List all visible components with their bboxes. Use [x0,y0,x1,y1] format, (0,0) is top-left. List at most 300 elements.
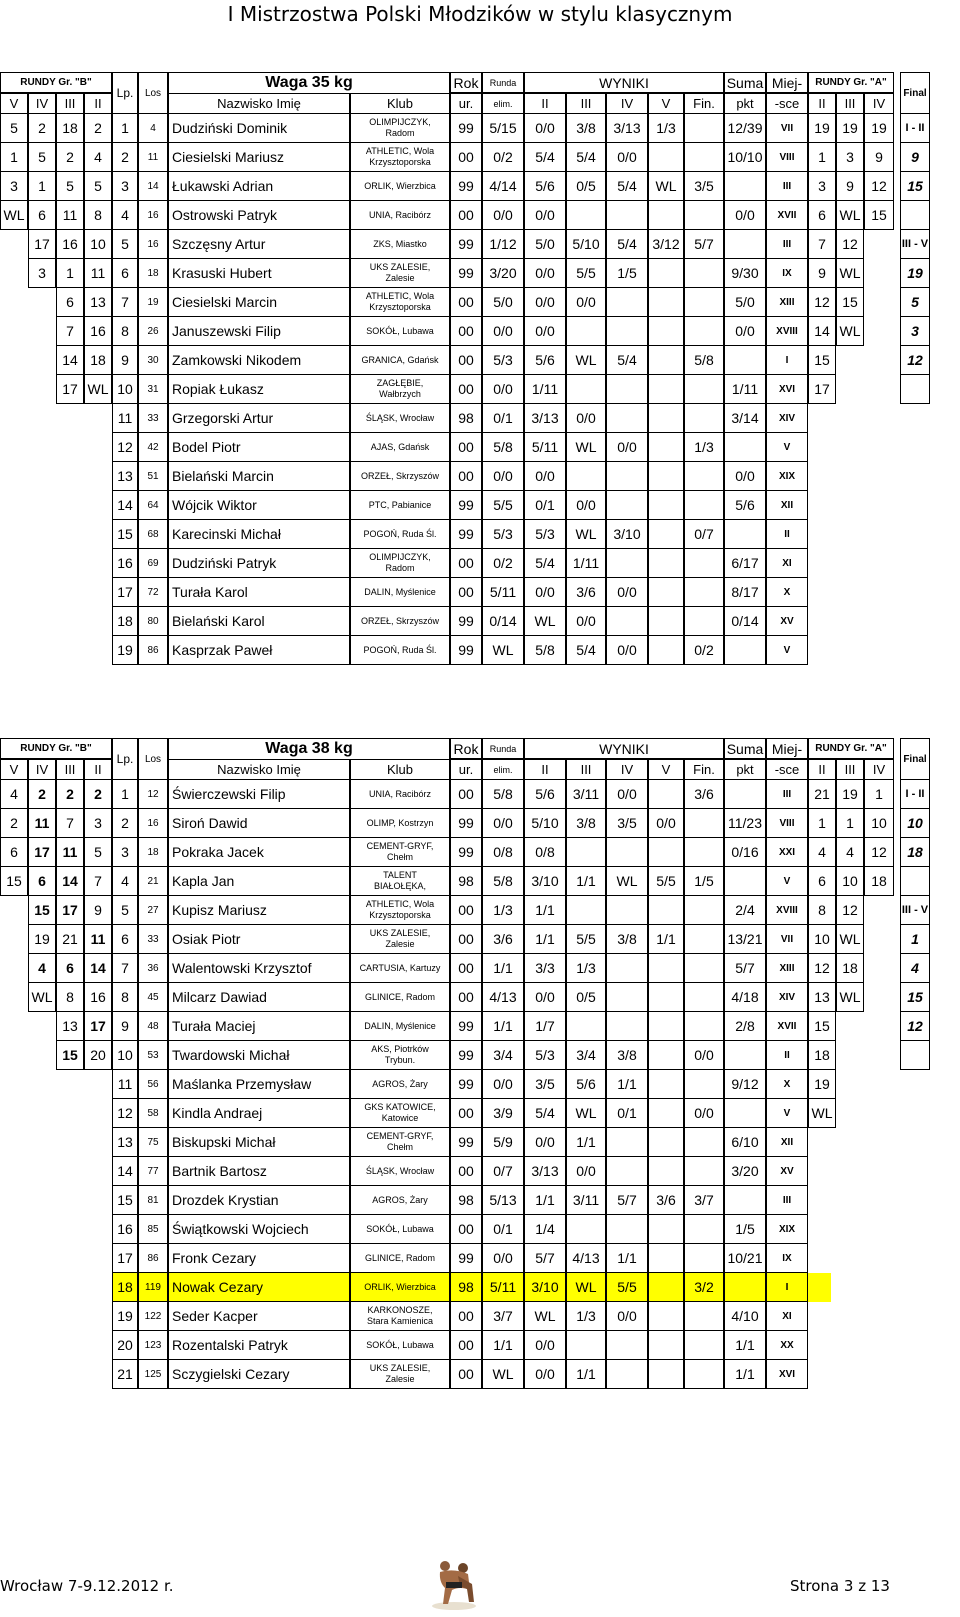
round-iv-cell: 0/0 [606,433,648,462]
round-iii-cell: WL [566,1273,606,1302]
final-round-cell: 5/8 [684,346,724,375]
round-ii-cell: 0/0 [524,288,566,317]
round-ii-cell: 0/0 [524,983,566,1012]
birth-year-cell: 99 [450,1128,482,1157]
birth-year-cell: 99 [450,607,482,636]
round-ii-cell: 5/4 [524,143,566,172]
round-iv-cell [606,1215,648,1244]
rundy-a-cell: 13 [808,983,836,1012]
elim-cell: 5/11 [482,578,524,607]
round-iii-cell: 0/0 [566,288,606,317]
elim-cell: 5/8 [482,867,524,896]
round-iv-cell [606,404,648,433]
birth-year-cell: 00 [450,954,482,983]
rundy-a-header: RUNDY Gr. "A" [808,72,894,93]
athlete-name: Szczęsny Artur [168,230,350,259]
elim-cell: 1/3 [482,896,524,925]
rundy-a-cell: 9 [808,259,836,288]
round-ii-cell: 5/7 [524,1244,566,1273]
round-iv-cell: 1/1 [606,1070,648,1099]
round-iii-cell [566,838,606,867]
round-iv-cell [606,375,648,404]
club-line: ATHLETIC, Wola [365,146,435,156]
final-cell: 18 [900,838,930,867]
round-iii-cell: 3/11 [566,1186,606,1215]
table-row [0,1273,930,1302]
birth-year-cell: 99 [450,809,482,838]
athlete-name: Pokraka Jacek [168,838,350,867]
rundy-a-cell: 15 [836,288,864,317]
table-row [0,288,930,317]
club-line: UKS ZALESIE, [369,928,431,938]
sum-cell: 1/11 [724,375,766,404]
rundy-b-cell: 8 [84,201,112,230]
table-row [0,317,930,346]
athlete-name: Krasuski Hubert [168,259,350,288]
sum-cell [724,636,766,665]
round-v-cell [648,1331,684,1360]
los-cell: 30 [138,346,168,375]
round-iv-cell [606,288,648,317]
lp-cell: 8 [112,983,138,1012]
round-iii-cell [566,201,606,230]
round-v-cell [648,549,684,578]
rundy-b-cell: 16 [56,230,84,259]
athlete-club [350,1331,450,1360]
lp-cell: 12 [112,1099,138,1128]
final-round-cell [684,896,724,925]
rundy-b-cell: 21 [56,925,84,954]
los-header: Los [138,72,168,114]
rundy-b-cell: WL [0,201,28,230]
final-cell [900,1041,930,1070]
place-cell: II [766,520,808,549]
los-cell: 33 [138,925,168,954]
table-row [0,1302,930,1331]
round-ii-cell: 0/0 [524,1360,566,1389]
athlete-name: Seder Kacper [168,1302,350,1331]
los-cell: 18 [138,259,168,288]
club-line: ŚLĄSK, Wrocław [365,412,435,423]
rundy-b-cell: 5 [0,114,28,143]
round-v-cell [648,346,684,375]
round-v-cell [648,1157,684,1186]
place-sub-header: -sce [766,93,808,114]
club-line: Chełm [386,1142,413,1152]
rundy-a-cell: 9 [864,143,894,172]
rundy-b-cell: 7 [84,867,112,896]
round-ii-cell: 0/0 [524,578,566,607]
table-row [0,462,930,491]
sum-cell: 3/20 [724,1157,766,1186]
place-cell: V [766,433,808,462]
los-cell: 36 [138,954,168,983]
rundy-a-cell: 12 [836,230,864,259]
rundy-b-cell: 7 [56,809,84,838]
birth-year-cell: 99 [450,230,482,259]
rundy-a-cell: 18 [808,1041,836,1070]
athlete-club [350,1302,450,1331]
sum-cell: 0/16 [724,838,766,867]
sum-cell [724,1099,766,1128]
round-v-cell: 1/3 [648,114,684,143]
elim-cell: 0/0 [482,317,524,346]
final-round-cell [684,1302,724,1331]
round-iii-cell: 1/1 [566,1360,606,1389]
rundy-b-cell: 11 [84,925,112,954]
birth-year-cell: 99 [450,838,482,867]
athlete-club [350,954,450,983]
rundy-a-cell: 6 [808,867,836,896]
lp-cell: 13 [112,1128,138,1157]
weight-class-title: Waga 38 kg [168,738,450,759]
place-cell: XVII [766,1012,808,1041]
rundy-a-iii-header: III [836,93,864,114]
table-row [0,491,930,520]
birth-year-cell: 00 [450,143,482,172]
round-v-cell [648,1273,684,1302]
club-line: BIAŁOŁĘKA, [373,881,427,891]
rundy-a-cell: WL [836,983,864,1012]
round-v-cell [648,462,684,491]
rundy-b-cell: 15 [28,896,56,925]
table-header [0,738,930,780]
sum-cell: 0/0 [724,462,766,491]
rundy-a-ii-header: II [808,759,836,780]
final-round-cell [684,1360,724,1389]
birth-year-cell: 00 [450,925,482,954]
place-cell: XVI [766,1360,808,1389]
birth-year-cell: 00 [450,201,482,230]
sum-cell: 3/14 [724,404,766,433]
athlete-name: Dudziński Patryk [168,549,350,578]
elim-cell: WL [482,1360,524,1389]
los-cell: 48 [138,1012,168,1041]
rundy-a-cell: WL [836,201,864,230]
club-line: UNIA, Racibórz [368,209,431,220]
athlete-club [350,1041,450,1070]
rundy-a-cell: 21 [808,780,836,809]
rundy-b-cell: 4 [28,954,56,983]
round-iv-cell: WL [606,867,648,896]
rundy-b-cell: 18 [84,346,112,375]
table-row [0,172,930,201]
rundy-b-cell: 11 [28,809,56,838]
rundy-a-cell: 17 [808,375,836,404]
lp-cell: 16 [112,1215,138,1244]
los-cell: 81 [138,1186,168,1215]
birth-year-cell: 00 [450,1157,482,1186]
athlete-name: Sczygielski Cezary [168,1360,350,1389]
final-header: Final [900,72,930,114]
sum-cell: 8/17 [724,578,766,607]
lp-cell: 18 [112,607,138,636]
los-cell: 80 [138,607,168,636]
club-line: CEMENT-GRYF, [366,1131,434,1141]
round-v-cell: 5/5 [648,867,684,896]
rundy-a-cell: WL [808,1099,836,1128]
athlete-name: Kindla Andraej [168,1099,350,1128]
club-line: ZAGŁĘBIE, [376,378,424,388]
place-cell: IX [766,259,808,288]
club-line: Krzysztoporska [369,910,431,920]
table-row [0,838,930,867]
table-row [0,259,930,288]
rundy-a-cell: 15 [808,1012,836,1041]
place-header: Miej- [766,738,808,759]
final-cell: 15 [900,172,930,201]
final-cell: 10 [900,809,930,838]
round-header: Runda [482,72,524,93]
round-iii-cell: 3/4 [566,1041,606,1070]
results-v-header: V [648,93,684,114]
athlete-name: Turała Maciej [168,1012,350,1041]
sum-cell: 6/17 [724,549,766,578]
rundy-a-iii-header: III [836,759,864,780]
table-row [0,954,930,983]
elim-cell: 0/7 [482,1157,524,1186]
round-ii-cell: 5/6 [524,172,566,201]
rundy-b-ii-header: II [84,759,112,780]
place-cell: XIX [766,1215,808,1244]
round-iii-cell: 0/0 [566,404,606,433]
club-header: Klub [350,93,450,114]
rundy-b-cell: 14 [84,954,112,983]
round-iii-cell: 3/8 [566,114,606,143]
athlete-name: Łukawski Adrian [168,172,350,201]
round-iv-cell [606,462,648,491]
athlete-club [350,780,450,809]
sum-cell: 5/6 [724,491,766,520]
rundy-b-cell: 5 [56,172,84,201]
elim-cell: 5/15 [482,114,524,143]
athlete-name: Bielański Marcin [168,462,350,491]
athlete-club [350,607,450,636]
round-iii-cell: WL [566,433,606,462]
name-header: Nazwisko Imię [168,759,350,780]
round-v-cell [648,780,684,809]
rundy-b-cell: 17 [56,375,84,404]
lp-header: Lp. [112,72,138,114]
athlete-club [350,462,450,491]
los-cell: 77 [138,1157,168,1186]
elim-cell: 1/1 [482,1331,524,1360]
sum-cell [724,1186,766,1215]
los-cell: 45 [138,983,168,1012]
place-cell: XV [766,1157,808,1186]
athlete-name: Rozentalski Patryk [168,1331,350,1360]
sum-cell: 4/18 [724,983,766,1012]
round-iii-cell [566,896,606,925]
birth-year-cell: 00 [450,1099,482,1128]
club-line: GKS KATOWICE, [364,1102,436,1112]
lp-cell: 6 [112,259,138,288]
rundy-b-cell: 1 [28,172,56,201]
elim-cell: 3/20 [482,259,524,288]
athlete-name: Turała Karol [168,578,350,607]
club-line: GLINICE, Radom [364,1252,436,1263]
rundy-a-cell: 1 [864,780,894,809]
rundy-b-header: RUNDY Gr. "B" [0,72,112,93]
table-row [0,1070,930,1099]
rundy-b-cell: 5 [28,143,56,172]
round-v-cell: 3/6 [648,1186,684,1215]
birth-year-cell: 99 [450,520,482,549]
rundy-b-cell: 3 [84,809,112,838]
rundy-b-cell: 3 [28,259,56,288]
results-ii-header: II [524,93,566,114]
athlete-club [350,114,450,143]
round-iii-cell: 5/5 [566,259,606,288]
rundy-b-cell: 20 [84,1041,112,1070]
athlete-club [350,549,450,578]
table-row [0,1186,930,1215]
final-round-cell [684,809,724,838]
lp-cell: 6 [112,925,138,954]
birth-year-cell: 00 [450,780,482,809]
elim-cell: 4/14 [482,172,524,201]
final-round-cell [684,288,724,317]
results-iii-header: III [566,759,606,780]
round-iv-cell [606,317,648,346]
table-row [0,375,930,404]
athlete-club [350,317,450,346]
birth-year-cell: 99 [450,1070,482,1099]
table-row [0,404,930,433]
athlete-name: Siroń Dawid [168,809,350,838]
athlete-name: Karecinski Michał [168,520,350,549]
place-cell: V [766,636,808,665]
rundy-b-iv-header: IV [28,759,56,780]
birth-year-cell: 00 [450,896,482,925]
round-iii-cell: 5/10 [566,230,606,259]
club-line: Zalesie [385,939,415,949]
round-v-cell: 1/1 [648,925,684,954]
elim-cell: 0/0 [482,1070,524,1099]
round-iv-cell: 3/8 [606,1041,648,1070]
table-row [0,636,930,665]
round-v-cell [648,259,684,288]
club-line: ORZEŁ, Skrzyszów [360,470,439,481]
results-header: WYNIKI [524,72,724,93]
place-cell: XX [766,1331,808,1360]
club-line: GRANICA, Gdańsk [361,354,439,365]
table-row [0,1157,930,1186]
place-cell: XIX [766,462,808,491]
place-cell: XIV [766,404,808,433]
club-line: OLIMPIJCZYK, [369,117,431,127]
round-iv-cell: 5/7 [606,1186,648,1215]
rundy-b-iv-header: IV [28,93,56,114]
place-cell: II [766,1041,808,1070]
final-round-cell [684,549,724,578]
sum-cell: 2/8 [724,1012,766,1041]
round-iv-cell: 0/0 [606,780,648,809]
lp-cell: 15 [112,520,138,549]
athlete-club [350,983,450,1012]
results-iv-header: IV [606,93,648,114]
elim-cell: 0/0 [482,375,524,404]
los-cell: 16 [138,201,168,230]
elim-cell: 0/2 [482,549,524,578]
lp-cell: 15 [112,1186,138,1215]
athlete-club [350,375,450,404]
round-v-cell [648,1070,684,1099]
athlete-club [350,838,450,867]
round-v-cell [648,1012,684,1041]
round-iv-cell [606,1012,648,1041]
rundy-a-cell: 10 [864,809,894,838]
rundy-b-cell: 10 [84,230,112,259]
lp-cell: 19 [112,636,138,665]
los-cell: 14 [138,172,168,201]
round-v-cell [648,520,684,549]
final-round-cell [684,1331,724,1360]
sum-cell: 4/10 [724,1302,766,1331]
birth-year-cell: 00 [450,549,482,578]
place-cell: VIII [766,809,808,838]
athlete-club [350,1215,450,1244]
los-cell: 58 [138,1099,168,1128]
athlete-club [350,867,450,896]
place-sub-header: -sce [766,759,808,780]
elim-cell: 3/4 [482,1041,524,1070]
final-round-cell: 0/0 [684,1041,724,1070]
round-v-cell [648,404,684,433]
sum-cell [724,867,766,896]
rundy-b-cell: 2 [56,143,84,172]
results-fin-header: Fin. [684,759,724,780]
lp-cell: 10 [112,375,138,404]
round-ii-cell: 3/3 [524,954,566,983]
round-v-cell [648,954,684,983]
athlete-name: Ropiak Łukasz [168,375,350,404]
round-v-cell [648,143,684,172]
elim-cell: 1/12 [482,230,524,259]
birth-year-cell: 00 [450,1302,482,1331]
table-row [0,983,930,1012]
final-cell: 4 [900,954,930,983]
place-cell: XVI [766,375,808,404]
round-iii-cell [566,1012,606,1041]
table-header [0,72,930,114]
round-v-cell [648,896,684,925]
round-ii-cell: 3/10 [524,1273,566,1302]
los-cell: 53 [138,1041,168,1070]
sum-cell: 1/1 [724,1331,766,1360]
round-iii-cell: 5/6 [566,1070,606,1099]
final-round-cell [684,1012,724,1041]
birth-year-cell: 00 [450,375,482,404]
final-round-cell: 1/3 [684,433,724,462]
round-iv-cell [606,1331,648,1360]
rundy-a-cell: WL [836,317,864,346]
birth-year-cell: 00 [450,317,482,346]
round-iii-cell [566,375,606,404]
round-iv-cell [606,896,648,925]
athlete-name: Twardowski Michał [168,1041,350,1070]
athlete-club [350,433,450,462]
rundy-a-cell: 9 [836,172,864,201]
rundy-b-ii-header: II [84,93,112,114]
table-row [0,809,930,838]
results-header: WYNIKI [524,738,724,759]
rundy-b-cell: 5 [84,172,112,201]
club-line: DALIN, Myślenice [364,1020,436,1031]
table-row [0,549,930,578]
birth-year-cell: 99 [450,491,482,520]
round-iii-cell: 0/5 [566,172,606,201]
